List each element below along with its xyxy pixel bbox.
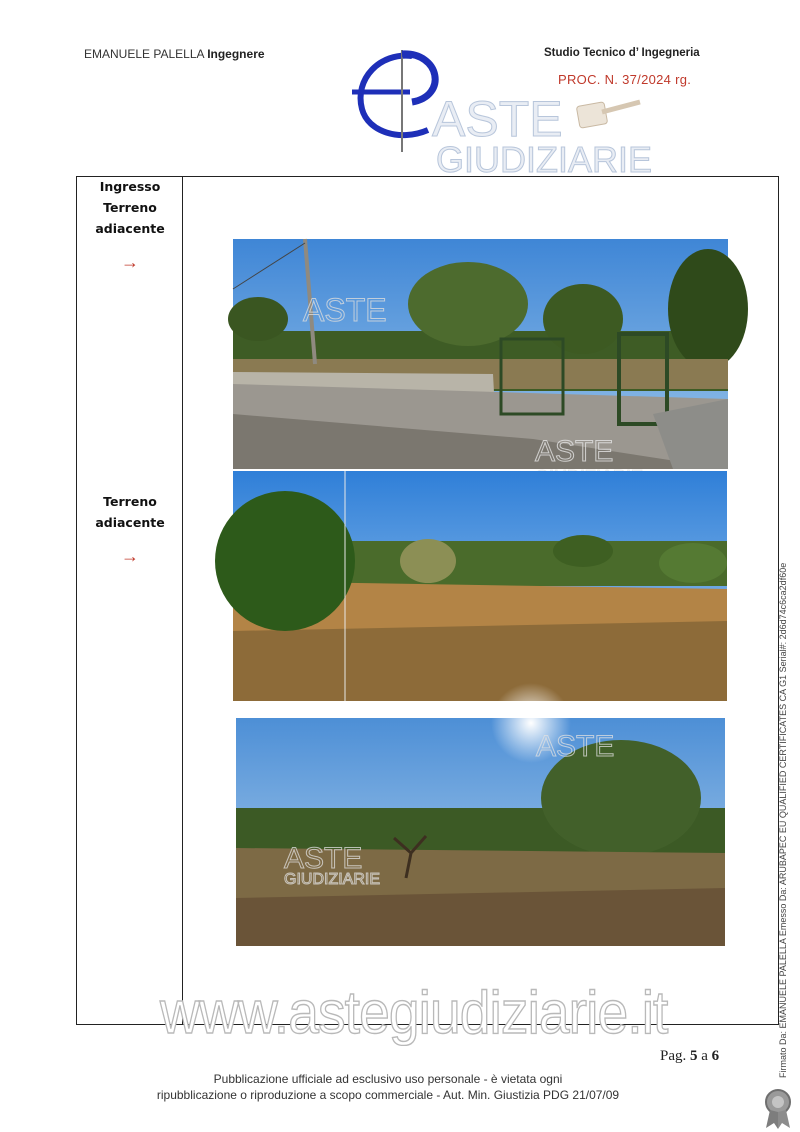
giudiziarie-logo-text: GIUDIZIARIE	[436, 139, 653, 180]
studio-name: Studio Tecnico d’ Ingegneria	[544, 47, 700, 59]
label-line: adiacente	[95, 221, 165, 236]
author-header	[84, 47, 265, 61]
footer-line: Pubblicazione ufficiale ad esclusivo uso personale - è vietata ogni	[213, 1072, 563, 1086]
ep-initials-logo	[352, 50, 435, 152]
site-watermark: www.astegiudiziarie.it	[160, 979, 668, 1046]
page-total: 6	[711, 1048, 720, 1064]
ep-aste-logo	[340, 44, 653, 180]
label-line: Terreno	[103, 200, 157, 215]
proc-number: PROC. N. 37/2024 rg.	[558, 72, 692, 87]
page-sep: a	[701, 1048, 708, 1064]
digital-signature-text: Firmato Da: EMANUELE PALELLA Emesso Da: ARUBAPEC EU QUALIFIED CERTIFICATES CA G1 Serial#: 2d6d74c6ca2df60e	[778, 562, 788, 1078]
photo-terreno-adiacente-2	[236, 718, 725, 946]
page-current: 5	[690, 1048, 698, 1064]
label-line: adiacente	[95, 515, 165, 530]
arrow-right-icon: →	[121, 546, 139, 566]
author-name: EMANUELE PALELLA	[84, 47, 204, 61]
label-line: Terreno	[103, 494, 157, 509]
photo-terreno-adiacente-1	[233, 471, 727, 701]
author-title: Ingegnere	[207, 47, 265, 61]
footer-line: ripubblicazione o riproduzione a scopo commerciale - Aut. Min. Giustizia PDG 21/07/09	[156, 1088, 620, 1102]
photo-watermark: ASTE	[303, 292, 387, 328]
photo-watermark: ASTE	[536, 730, 615, 763]
certificate-seal-icon	[762, 1088, 794, 1130]
label-terreno-adiacente	[77, 491, 183, 533]
footer-notice	[150, 1071, 626, 1103]
arrow-right-icon: →	[121, 252, 139, 272]
photo-watermark: ASTE	[535, 435, 614, 468]
column-divider	[182, 176, 183, 1025]
label-line: Ingresso	[99, 179, 161, 194]
photo-watermark: GIUDIZIARIE	[284, 871, 381, 888]
page-number	[660, 1048, 719, 1065]
photo-watermark: ASTE	[284, 842, 363, 875]
gavel-icon	[576, 102, 640, 129]
photo-ingresso-terreno	[233, 239, 728, 469]
page-prefix: Pag.	[660, 1048, 687, 1064]
aste-logo-text: ASTE	[432, 91, 563, 147]
label-ingresso-terreno	[77, 176, 183, 239]
